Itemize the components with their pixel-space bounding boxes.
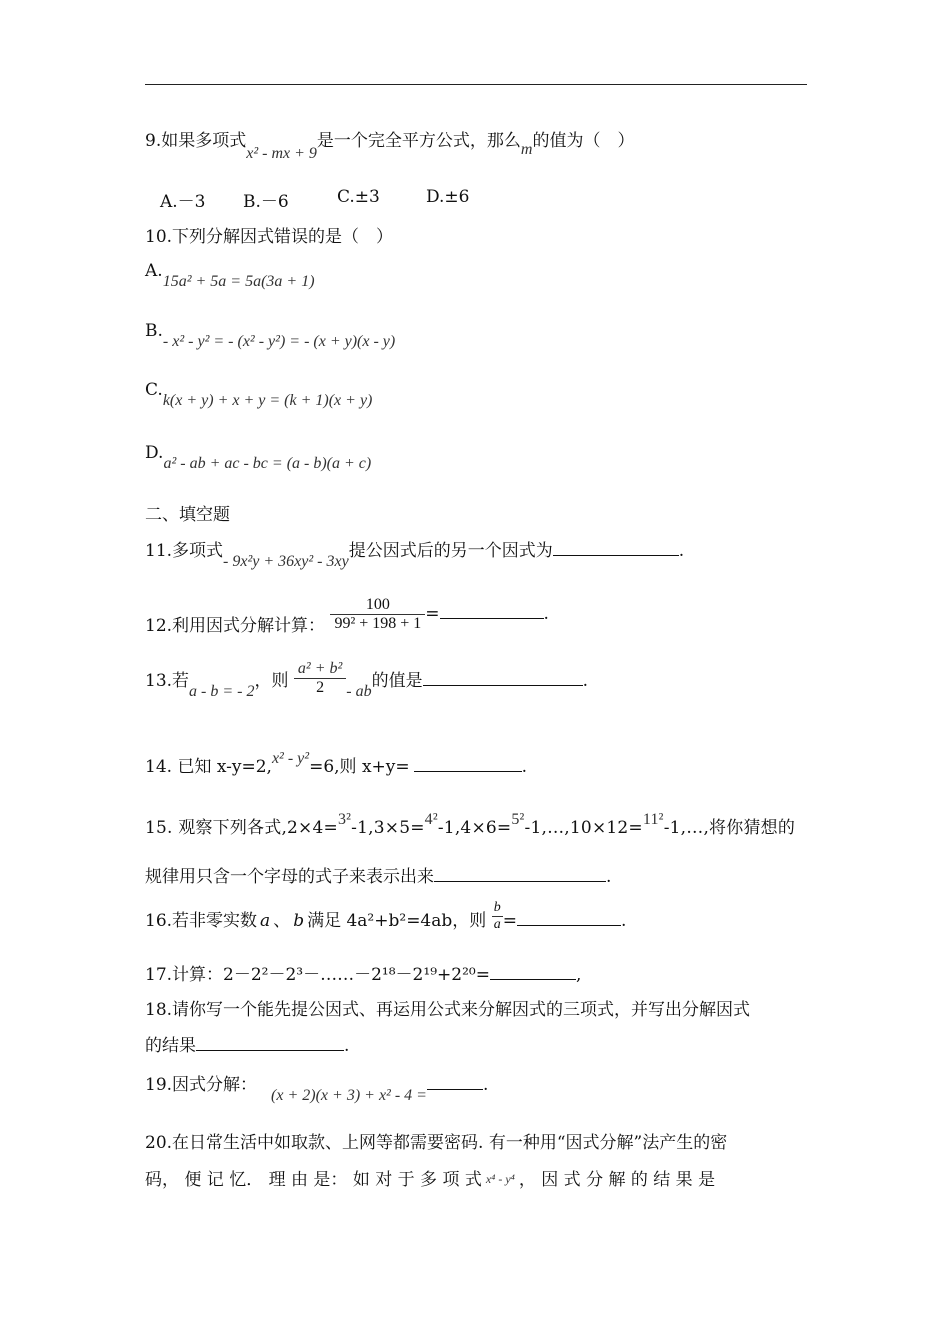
q15-part-5: -1,…,将你猜想的 [663, 818, 796, 838]
q11-expression: - 9x²y + 36xy² - 3xy [223, 553, 349, 570]
q13-prefix: 13.若 [145, 671, 190, 691]
q20-line-2-part-2: ， 因 式 分 解 的 结 果 是 [518, 1170, 716, 1190]
q10-option-a-label: A. [145, 261, 163, 281]
q9-expression: x² - mx + 9 [246, 145, 317, 162]
q10-option-c-expression: k(x + y) + x + y = (k + 1)(x + y) [162, 392, 373, 409]
q10-option-d [145, 443, 372, 472]
q12-prefix: 12.利用因式分解计算： [145, 616, 326, 636]
q18-line-2-text: 的结果 [145, 1036, 196, 1056]
q15-answer-blank[interactable] [434, 866, 606, 882]
q9-option-b: B.－6 [243, 192, 289, 212]
q19-expression: (x + 2)(x + 3) + x² - 4 = [271, 1087, 427, 1104]
q16-answer-blank[interactable] [517, 910, 621, 926]
question-16 [145, 900, 627, 939]
q16-fraction [492, 900, 503, 933]
q10-option-b-expression: - x² - y² = - (x² - y²) = - (x + y)(x - y) [162, 333, 396, 350]
q19-answer-blank[interactable] [427, 1074, 483, 1090]
q13-suffix: 的值是 [371, 671, 423, 691]
q20-line-2-part-1: 码， 便 记 忆． 理 由 是： 如 对 于 多 项 式 [145, 1170, 482, 1190]
q9-variable: m [520, 141, 533, 158]
q10-option-b [145, 321, 396, 350]
q16-middle: 满足 4a²+b²=4ab，则 [307, 911, 487, 931]
q12-numerator: 100 [330, 596, 425, 615]
q19-prefix: 19.因式分解： [145, 1075, 258, 1095]
q13-numerator: a² + b² [294, 660, 346, 679]
q11-suffix: 提公因式后的另一个因式为 [348, 541, 553, 561]
q9-suffix: 的值为（ ） [532, 131, 635, 151]
q9-option-c: C.±3 [337, 187, 380, 207]
q10-option-b-label: B. [145, 321, 163, 341]
q15-line-2-text: 规律用只含一个字母的式子来表示出来 [145, 867, 434, 887]
q20-expression: x⁴ - y⁴ [485, 1172, 515, 1186]
q16-end: . [620, 911, 627, 931]
question-18-line-2 [145, 1031, 349, 1056]
q12-denominator: 99² + 198 + 1 [334, 615, 422, 632]
q9-option-d: D.±6 [426, 187, 470, 207]
question-19 [145, 1070, 489, 1104]
question-9 [145, 126, 635, 162]
header-rule [145, 84, 807, 85]
q12-fraction [330, 596, 425, 633]
question-17 [145, 960, 581, 985]
q11-prefix: 11.多项式 [145, 541, 224, 561]
q15-part-2: -1,3×5= [351, 818, 425, 838]
q9-prefix: 9.如果多项式 [145, 131, 247, 151]
q13-denominator: 2 [316, 679, 325, 696]
q14-expression: x² - y² [271, 750, 310, 767]
question-20-line-1: 20.在日常生活中如取款、上网等都需要密码. 有一种用“因式分解”法产生的密 [145, 1133, 728, 1153]
q10-option-c [145, 380, 373, 409]
question-15-line-2 [145, 862, 611, 887]
q16-var-a: a [260, 911, 271, 931]
q15-part-1: 15. 观察下列各式,2×4= [145, 818, 338, 838]
q16-numerator: b [493, 900, 501, 915]
q15-square-3: 3² [337, 811, 352, 828]
question-20-line-2 [145, 1165, 715, 1190]
q15-end: . [606, 867, 612, 887]
section-heading-fill-in: 二、填空题 [145, 505, 230, 525]
q12-end: . [543, 604, 549, 624]
q14-answer-blank[interactable] [414, 756, 522, 772]
q16-prefix: 16.若非零实数 [145, 911, 258, 931]
q14-end: . [521, 757, 528, 777]
q13-end: . [582, 671, 589, 691]
q9-middle: 是一个完全平方公式，那么 [316, 131, 521, 151]
q13-tail: - ab [346, 683, 372, 700]
q11-end: . [678, 541, 685, 561]
q18-answer-blank[interactable] [196, 1035, 344, 1051]
q12-answer-blank[interactable] [440, 603, 544, 619]
q17-end: , [575, 965, 582, 985]
q16-var-b: b [293, 911, 305, 931]
q15-square-11: 11² [642, 811, 664, 828]
q10-option-a [145, 261, 315, 290]
q15-square-5: 5² [511, 811, 525, 828]
question-14 [145, 752, 527, 777]
q10-option-a-expression: 15a² + 5a = 5a(3a + 1) [162, 273, 315, 290]
question-11 [145, 536, 685, 570]
q10-option-c-label: C. [145, 380, 163, 400]
q15-square-4: 4² [424, 811, 438, 828]
q17-answer-blank[interactable] [490, 964, 576, 980]
q17-text: 17.计算：2－2²－2³－……－2¹⁸－2¹⁹+2²⁰= [145, 965, 490, 985]
q11-answer-blank[interactable] [553, 540, 679, 556]
q12-equals: = [425, 604, 440, 624]
q10-option-d-expression: a² - ab + ac - bc = (a - b)(a + c) [163, 455, 372, 472]
q16-equals: = [502, 911, 517, 931]
q16-denominator: a [493, 917, 501, 932]
question-13 [145, 660, 589, 703]
q14-prefix: 14. 已知 x-y=2, [145, 757, 272, 777]
q15-part-3: -1,4×6= [437, 818, 512, 838]
q13-answer-blank[interactable] [423, 670, 583, 686]
q13-then: ，则 [254, 671, 289, 691]
q13-condition: a - b = - 2 [189, 683, 255, 700]
q16-sep: 、 [273, 911, 291, 931]
q15-part-4: -1,…,10×12= [524, 818, 643, 838]
question-18-line-1: 18.请你写一个能先提公因式、再运用公式来分解因式的三项式，并写出分解因式 [145, 1000, 751, 1020]
q19-end: . [482, 1075, 489, 1095]
question-12 [145, 596, 549, 636]
q13-fraction [294, 660, 346, 697]
q9-option-a: A.－3 [160, 192, 206, 212]
question-10-stem: 10.下列分解因式错误的是（ ） [145, 227, 394, 247]
q10-option-d-label: D. [145, 443, 164, 463]
q14-suffix: =6,则 x+y= [309, 757, 410, 777]
question-15-line-1 [145, 813, 795, 838]
q18-end: . [344, 1036, 350, 1056]
